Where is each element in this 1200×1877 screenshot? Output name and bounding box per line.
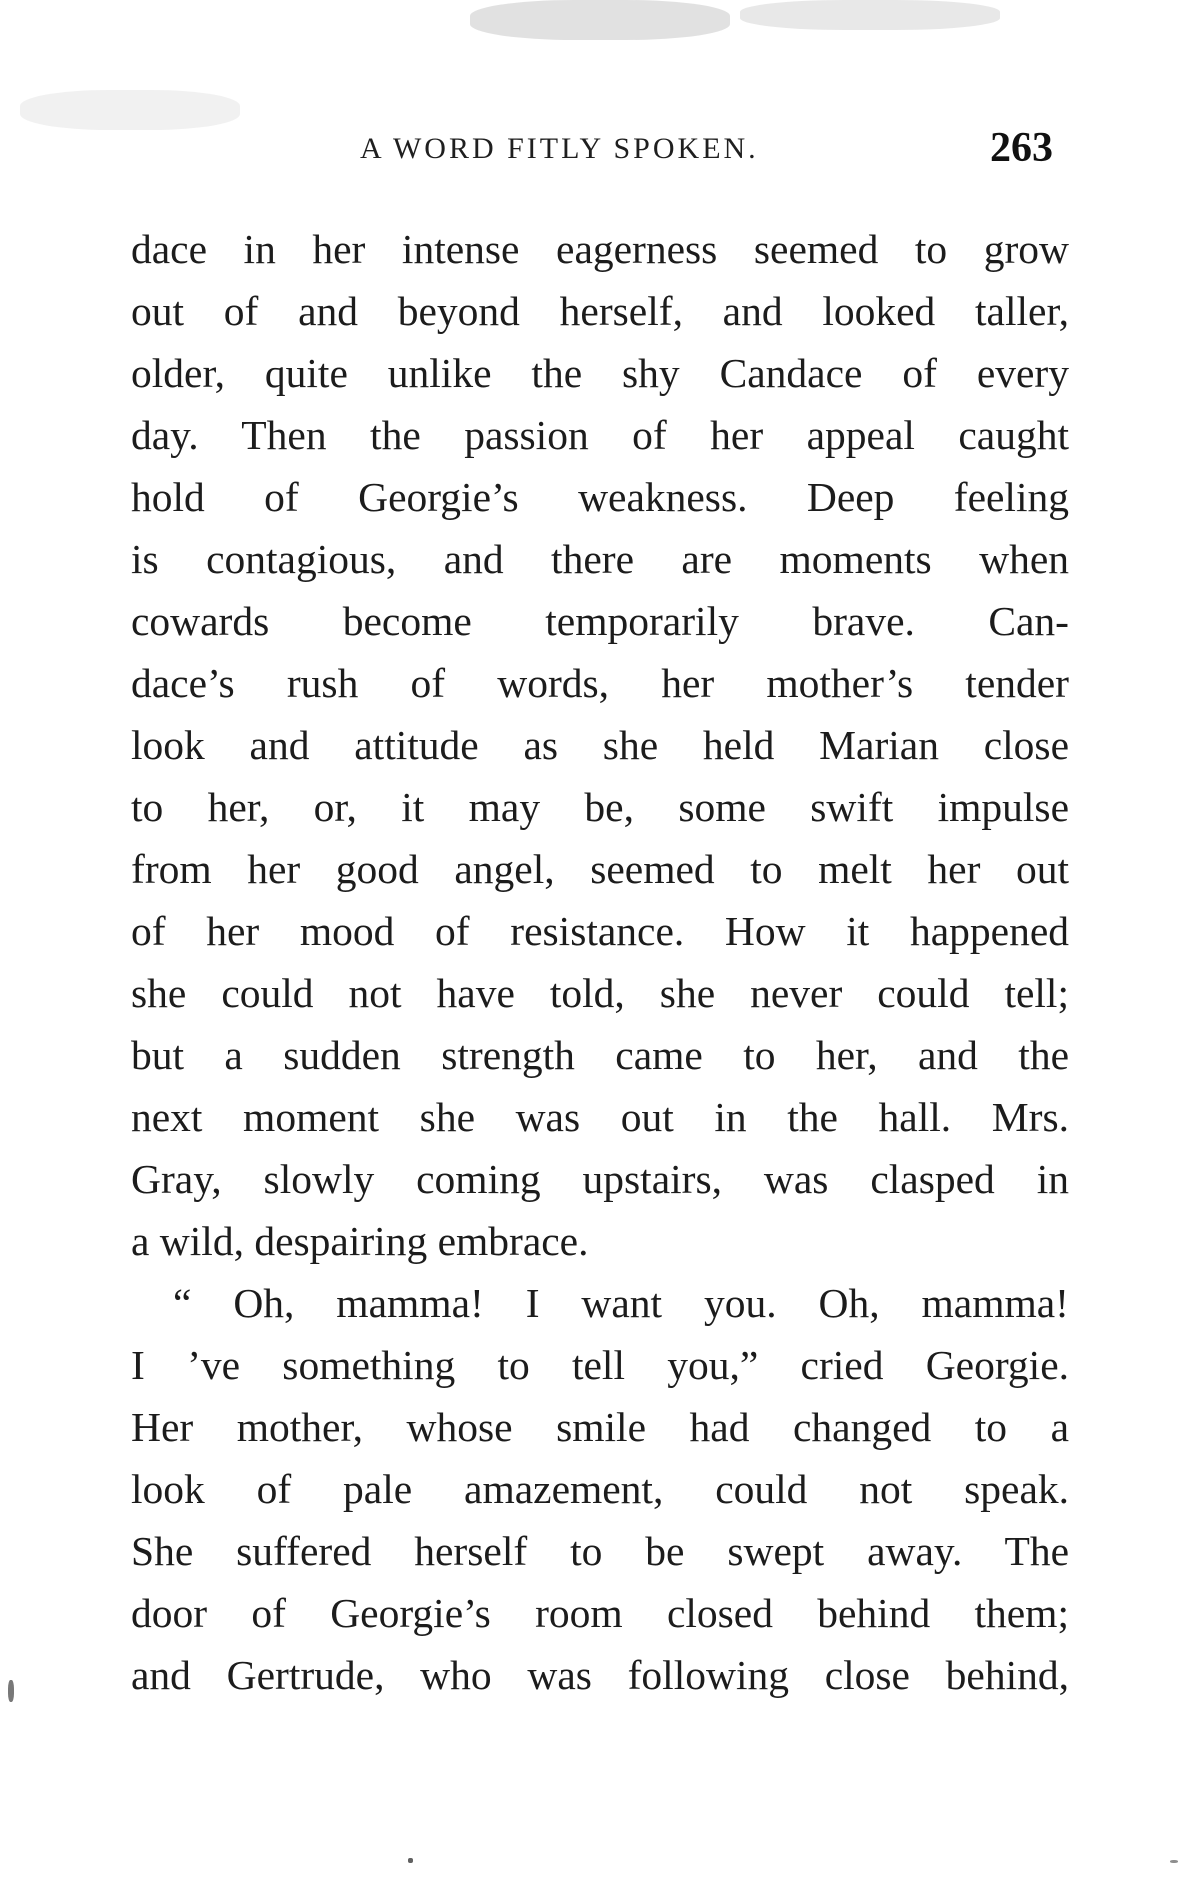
text-line: to her, or, it may be, some swift impulse — [131, 784, 1069, 830]
text-line: is contagious, and there are moments when — [131, 536, 1069, 582]
page-header — [0, 125, 1200, 171]
text-line: look of pale amazement, could not speak. — [131, 1466, 1069, 1512]
text-line: dace’s rush of words, her mother’s tender — [131, 660, 1069, 706]
text-line: of her mood of resistance. How it happened — [131, 908, 1069, 954]
text-line: Her mother, whose smile had changed to a — [131, 1404, 1069, 1450]
text-line: She suffered herself to be swept away. The — [131, 1528, 1069, 1574]
body-text — [131, 218, 1069, 1706]
text-line: next moment she was out in the hall. Mrs. — [131, 1094, 1069, 1140]
scan-noise — [1170, 1860, 1178, 1863]
scan-noise — [20, 90, 240, 130]
scan-noise — [740, 0, 1000, 30]
text-line: I ’ve something to tell you,” cried Georgie. — [131, 1342, 1069, 1388]
scan-noise — [408, 1858, 413, 1863]
text-line: door of Georgie’s room closed behind them; — [131, 1590, 1069, 1636]
text-line: she could not have told, she never could tell; — [131, 970, 1069, 1016]
running-title: A WORD FITLY SPOKEN. — [360, 132, 759, 165]
text-line: older, quite unlike the shy Candace of every — [131, 350, 1069, 396]
text-line: but a sudden strength came to her, and the — [131, 1032, 1069, 1078]
text-line: from her good angel, seemed to melt her out — [131, 846, 1069, 892]
scan-noise — [8, 1680, 14, 1702]
text-line: day. Then the passion of her appeal caught — [131, 412, 1069, 458]
text-line: and Gertrude, who was following close behind, — [131, 1652, 1069, 1698]
text-line: look and attitude as she held Marian close — [131, 722, 1069, 768]
text-line: Gray, slowly coming upstairs, was clasped in — [131, 1156, 1069, 1202]
page-number: 263 — [990, 125, 1053, 171]
scan-noise — [470, 0, 730, 40]
text-line: hold of Georgie’s weakness. Deep feeling — [131, 474, 1069, 520]
text-line: dace in her intense eagerness seemed to grow — [131, 226, 1069, 272]
text-line: out of and beyond herself, and looked taller, — [131, 288, 1069, 334]
text-line: “ Oh, mamma! I want you. Oh, mamma! — [173, 1280, 1069, 1326]
text-line: a wild, despairing embrace. — [131, 1218, 589, 1264]
text-line: cowards become temporarily brave. Can- — [131, 598, 1069, 644]
